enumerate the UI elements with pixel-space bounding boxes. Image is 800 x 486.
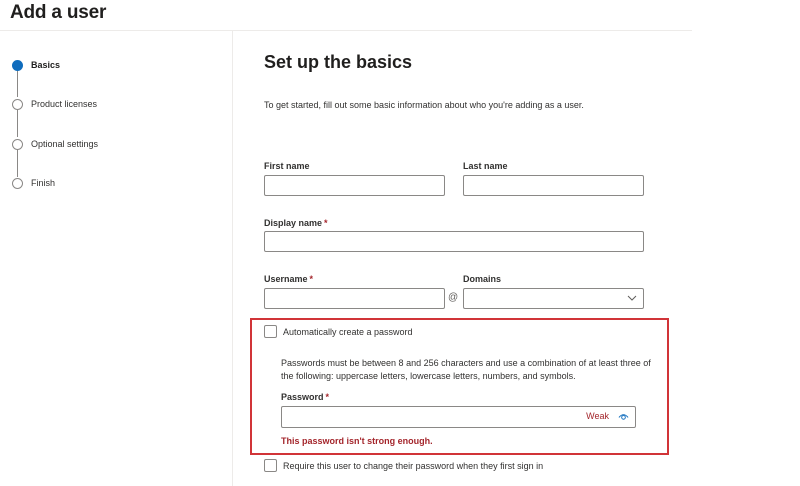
step-basics[interactable] (12, 58, 60, 72)
step-label: Optional settings (31, 139, 99, 149)
page-title: Add a user (10, 2, 107, 23)
last-name-label: Last name (463, 161, 508, 171)
step-product-licenses[interactable] (12, 97, 97, 111)
require-change-checkbox[interactable] (264, 459, 277, 472)
step-pending-icon (12, 139, 23, 150)
page-header (0, 0, 692, 31)
first-name-input[interactable] (264, 175, 445, 196)
section-subtitle: To get started, fill out some basic information about who you're adding as a user. (264, 100, 584, 110)
required-mark: * (324, 218, 328, 228)
step-label: Finish (31, 178, 56, 188)
step-finish[interactable] (12, 176, 55, 190)
password-requirements-hint: Passwords must be between 8 and 256 characters and use a combination of at least three of the following: uppercase letters, lowercase letters, numbers, and symbols. (281, 358, 651, 381)
step-pending-icon (12, 178, 23, 189)
chevron-down-icon (627, 293, 637, 303)
step-optional-settings[interactable] (12, 137, 98, 151)
domains-dropdown[interactable] (463, 288, 644, 309)
auto-password-checkbox[interactable] (264, 325, 277, 338)
required-mark: * (325, 392, 330, 402)
username-label: Username * (264, 274, 314, 284)
at-symbol: @ (448, 292, 459, 303)
username-input[interactable] (264, 288, 445, 309)
eye-icon[interactable] (618, 411, 629, 422)
step-connector (17, 110, 18, 137)
display-name-label: Display name * (264, 218, 328, 228)
last-name-input[interactable] (463, 175, 644, 196)
section-title: Set up the basics (264, 52, 413, 72)
password-input[interactable] (281, 406, 636, 428)
password-section-highlight (250, 318, 669, 455)
first-name-label: First name (264, 161, 310, 171)
password-strength-indicator: Weak (586, 411, 609, 421)
require-change-label: Require this user to change their password when they first sign in (283, 461, 544, 471)
required-mark: * (309, 274, 314, 284)
auto-password-label: Automatically create a password (283, 327, 413, 337)
domains-label: Domains (463, 274, 502, 284)
step-pending-icon (12, 99, 23, 110)
password-error-message: This password isn't strong enough. (281, 436, 433, 446)
password-label: Password * (281, 392, 330, 402)
step-current-icon (12, 60, 23, 71)
step-label: Product licenses (31, 99, 98, 109)
step-label: Basics (31, 60, 61, 70)
display-name-input[interactable] (264, 231, 644, 252)
step-connector (17, 70, 18, 97)
step-connector (17, 149, 18, 177)
